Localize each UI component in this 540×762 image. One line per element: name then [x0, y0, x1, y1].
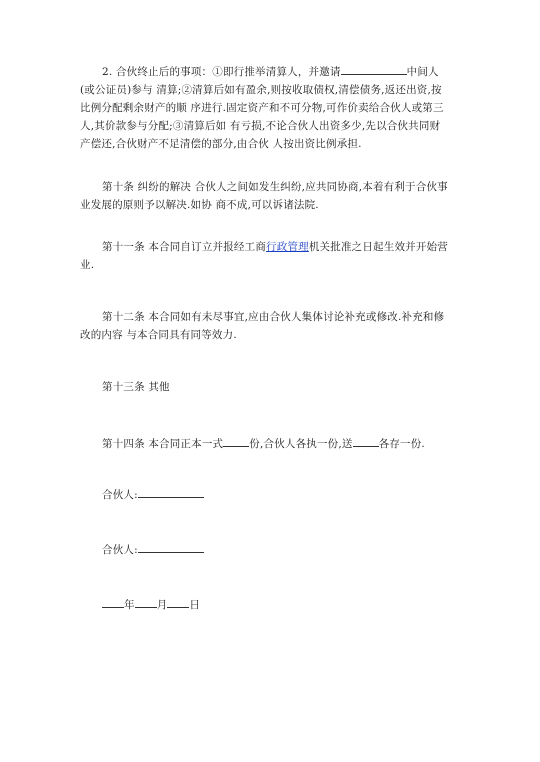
date-day-label: 日	[189, 599, 201, 611]
date-month-label: 月	[156, 599, 168, 611]
clause-14-text-part1: 第十四条 本合同正本一式	[102, 438, 224, 450]
signature-partner-1	[80, 485, 450, 504]
clause-14-text-part2: 份,合伙人各执一份,送	[249, 438, 353, 450]
fill-blank-partner-1[interactable]	[138, 485, 204, 498]
clause-2-text-part2: 中间人(或公证员)参与 清算;②清算后如有盈余,则按收取债权,清偿债务,返还出资,按比例分配剩余财产的顺 序进行.固定资产和不可分物,可作价卖给合伙人或第三人,其价款参与分配;③清算后如 有亏损,不论合伙人出资多少,先以合伙共同财产偿还,合伙财产不足清偿的部分,由合伙 人按出资比例承担.	[80, 66, 444, 150]
clause-12-paragraph: 第十二条 本合同如有未尽事宜,应由合伙人集体讨论补充或修改.补充和修改的内容 与本合同具有同等效力.	[80, 311, 445, 341]
fill-blank-copies[interactable]	[223, 434, 249, 447]
clause-14-paragraph	[80, 434, 450, 453]
clause-2-text-part1: 2. 合伙终止后的事项：①即行推举清算人，并邀请	[102, 66, 341, 78]
clause-10-paragraph: 第十条 纠纷的解决 合伙人之间如发生纠纷,应共同协商,本着有利于合伙事业发展的原则予以解决.如协 商不成,可以诉诸法院.	[80, 181, 448, 211]
clause-11-text-after: 机关批准之日起生效并开始营业.	[80, 241, 448, 271]
fill-blank-partner-2[interactable]	[138, 540, 204, 553]
clause-11-text-before: 第十一条 本合同自订立并报经工商	[102, 241, 267, 253]
fill-blank-mediator[interactable]	[341, 62, 407, 75]
signature-partner-2	[80, 540, 450, 559]
fill-blank-recipient[interactable]	[353, 434, 379, 447]
partner-1-label: 合伙人:	[102, 489, 138, 501]
fill-blank-month[interactable]	[135, 595, 157, 608]
fill-blank-day[interactable]	[167, 595, 189, 608]
clause-11-paragraph	[80, 238, 450, 274]
clause-14-text-part3: 各存一份.	[378, 438, 425, 450]
partner-2-label: 合伙人:	[102, 544, 138, 556]
clause-2-paragraph	[80, 62, 450, 153]
date-year-label: 年	[124, 599, 135, 611]
fill-blank-year[interactable]	[102, 595, 124, 608]
admin-management-link[interactable]: 行政管理	[266, 241, 309, 253]
date-line	[80, 595, 450, 614]
clause-13-paragraph: 第十三条 其他	[102, 381, 170, 393]
